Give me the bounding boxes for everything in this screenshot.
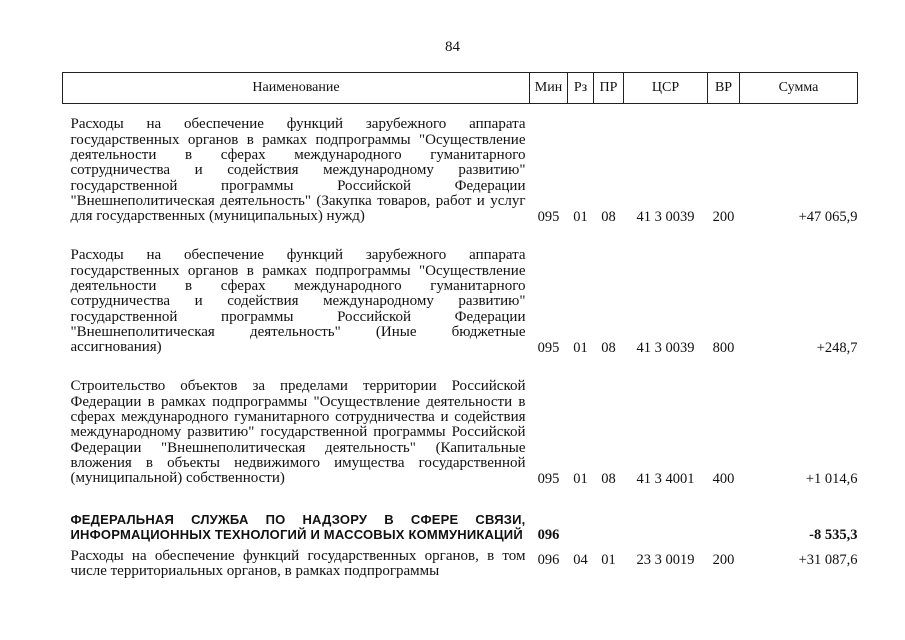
row-rz: 04 (573, 551, 588, 568)
row-rz: 01 (573, 470, 588, 487)
header-csr: ЦСР (624, 73, 708, 104)
row-vr: 200 (712, 208, 735, 225)
row-name-cell (63, 488, 530, 544)
row-csr: 23 3 0019 (636, 551, 695, 568)
table-row (63, 226, 858, 357)
row-csr: 41 3 0039 (636, 339, 695, 356)
table-header-row (63, 73, 858, 104)
header-min: Мин (530, 73, 568, 104)
header-name: Наименование (63, 73, 530, 104)
row-name-cell (63, 544, 530, 584)
header-sum: Сумма (740, 73, 858, 104)
row-pr: 01 (601, 551, 616, 568)
table-row (63, 104, 858, 226)
row-name: Расходы на обеспечение функций государственных органов, в том числе территориальных органов, в рамках подпрограммы (70, 547, 526, 579)
table-row (63, 488, 858, 544)
row-sum: +248,7 (816, 339, 858, 356)
row-pr: 08 (601, 208, 616, 225)
row-min: 095 (537, 470, 560, 487)
row-name-cell (63, 226, 530, 357)
budget-table (62, 72, 858, 584)
header-vr: ВР (708, 73, 740, 104)
row-min: 096 (537, 551, 560, 568)
row-vr (708, 488, 740, 544)
row-min: 095 (537, 339, 560, 356)
row-name: Строительство объектов за пределами территории Российской Федерации в рамках подпрограммы "Осуществление деятельности в сферах международного гуманитарного сотрудничества и содействия международному развитию" государственной программы Российской Федерации "Внешнеполитическая деятельность" (Капитальные вложения в объекты недвижимого имущества государственной (муниципальной) собственности) (70, 378, 526, 487)
row-sum: +31 087,6 (798, 551, 858, 568)
row-csr (624, 488, 708, 544)
row-name-cell (63, 357, 530, 488)
row-rz (568, 488, 594, 544)
header-pr: ПР (594, 73, 624, 104)
header-rz: Рз (568, 73, 594, 104)
row-vr: 400 (712, 470, 735, 487)
row-vr: 800 (712, 339, 735, 356)
row-name: ФЕДЕРАЛЬНАЯ СЛУЖБА ПО НАДЗОРУ В СФЕРЕ СВЯЗИ, ИНФОРМАЦИОННЫХ ТЕХНОЛОГИЙ И МАССОВЫХ КОММУНИКАЦИЙ (70, 511, 526, 542)
row-vr: 200 (712, 551, 735, 568)
row-min: 096 (537, 526, 560, 543)
row-sum: -8 535,3 (809, 526, 858, 543)
table-row (63, 544, 858, 584)
table-row (63, 357, 858, 488)
row-pr (594, 488, 624, 544)
row-sum: +47 065,9 (798, 208, 858, 225)
row-rz: 01 (573, 208, 588, 225)
row-name-cell (63, 104, 530, 226)
row-csr: 41 3 0039 (636, 208, 695, 225)
page-number: 84 (445, 39, 460, 55)
row-pr: 08 (601, 339, 616, 356)
row-name: Расходы на обеспечение функций зарубежного аппарата государственных органов в рамках подпрограммы "Осуществление деятельности в сферах международного гуманитарного сотрудничества и содействия международному развитию" государственной программы Российской Федерации "Внешнеполитическая деятельность" (Закупка товаров, работ и услуг для государственных (муниципальных) нужд) (70, 116, 526, 225)
row-sum: +1 014,6 (805, 470, 858, 487)
row-csr: 41 3 4001 (636, 470, 695, 487)
row-min: 095 (537, 208, 560, 225)
row-pr: 08 (601, 470, 616, 487)
row-name: Расходы на обеспечение функций зарубежного аппарата государственных органов в рамках подпрограммы "Осуществление деятельности в сферах международного гуманитарного сотрудничества и содействия международному развитию" государственной программы Российской Федерации "Внешнеполитическая деятельность" (Иные бюджетные ассигнования) (70, 247, 526, 356)
row-rz: 01 (573, 339, 588, 356)
